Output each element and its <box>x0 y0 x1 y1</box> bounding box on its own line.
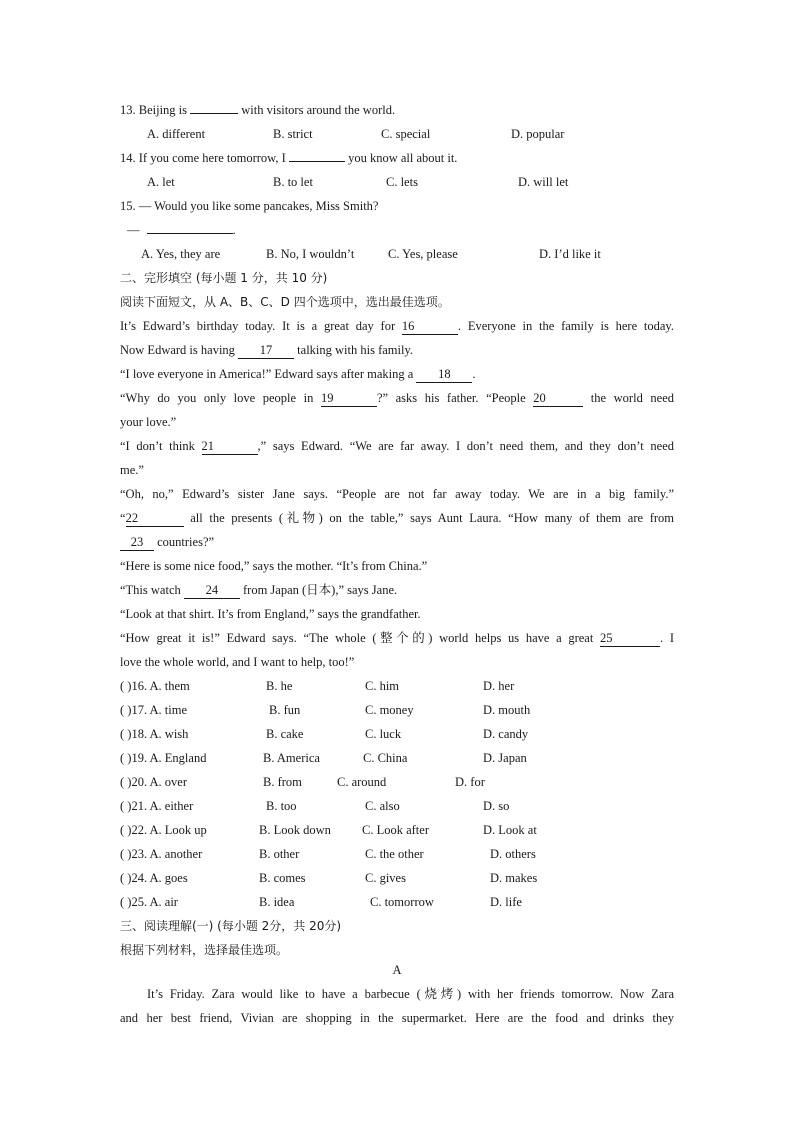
cloze-line-11: “Here is some nice food,” says the mother. “It’s from China.” <box>120 559 428 573</box>
cloze-line-4 <box>120 386 674 410</box>
cloze-question-19[interactable]: ( )19. A. England <box>120 751 207 765</box>
passage-label: A <box>392 963 402 977</box>
cloze-text: . <box>472 367 476 381</box>
cloze-line-14 <box>120 626 674 650</box>
option-13c[interactable]: C. special <box>381 127 431 141</box>
cloze-option-18b[interactable]: B. cake <box>266 727 304 741</box>
question-14-stem-a: 14. If you come here tomorrow, I <box>120 151 289 165</box>
cloze-blank-20[interactable]: 20 <box>533 391 583 407</box>
cloze-question-21[interactable]: ( )21. A. either <box>120 799 194 813</box>
question-15-reply <box>127 218 236 242</box>
cloze-question-17[interactable]: ( )17. A. time <box>120 703 188 717</box>
cloze-option-16d[interactable]: D. her <box>483 679 515 693</box>
cloze-option-25d[interactable]: D. life <box>490 895 522 909</box>
cloze-line-2 <box>120 338 413 362</box>
cloze-option-21d[interactable]: D. so <box>483 799 510 813</box>
cloze-text: “This watch <box>120 583 184 597</box>
cloze-option-24d[interactable]: D. makes <box>490 871 538 885</box>
cloze-line-8: “Oh, no,” Edward’s sister Jane says. “People are not far away today. We are in a big family.” <box>120 487 674 501</box>
cloze-text: all the presents (礼物) on the table,” says Aunt Laura. “How many of them are from <box>183 511 674 525</box>
option-14a[interactable]: A. let <box>147 175 175 189</box>
cloze-option-19c[interactable]: C. China <box>363 751 408 765</box>
answer-blank-13[interactable] <box>190 113 238 114</box>
cloze-text: ,” says Edward. “We are far away. I don’t need them, and they don’t need <box>257 439 674 453</box>
section-2-heading: 二、完形填空 (每小题 1 分，共 10 分) <box>120 271 328 285</box>
option-15d[interactable]: D. I’d like it <box>539 247 601 261</box>
cloze-blank-22[interactable]: 22 <box>126 511 184 527</box>
cloze-option-25b[interactable]: B. idea <box>259 895 295 909</box>
section-2-instruction: 阅读下面短文，从 A、B、C、D 四个选项中，选出最佳选项。 <box>120 295 450 309</box>
option-14d[interactable]: D. will let <box>518 175 569 189</box>
cloze-option-18c[interactable]: C. luck <box>365 727 402 741</box>
cloze-option-23c[interactable]: C. the other <box>365 847 424 861</box>
cloze-text: “ <box>120 511 126 525</box>
cloze-option-22c[interactable]: C. Look after <box>362 823 429 837</box>
cloze-line-5: your love.” <box>120 415 177 429</box>
option-14b[interactable]: B. to let <box>273 175 313 189</box>
passage-line-1: It’s Friday. Zara would like to have a barbecue (烧烤) with her friends tomorrow. Now Zara <box>147 987 674 1001</box>
cloze-question-18[interactable]: ( )18. A. wish <box>120 727 189 741</box>
reply-dash: — <box>127 223 140 237</box>
cloze-option-22b[interactable]: B. Look down <box>259 823 331 837</box>
option-13a[interactable]: A. different <box>147 127 206 141</box>
cloze-option-17b[interactable]: B. fun <box>269 703 301 717</box>
cloze-line-12 <box>120 578 397 602</box>
cloze-text: Now Edward is having <box>120 343 239 357</box>
section-3-heading: 三、阅读理解(一) (每小题 2分，共 20分) <box>120 919 342 933</box>
cloze-option-20d[interactable]: D. for <box>455 775 485 789</box>
cloze-text: talking with his family. <box>294 343 414 357</box>
section-3-instruction: 根据下列材料，选择最佳选项。 <box>120 943 289 957</box>
cloze-blank-19[interactable]: 19 <box>321 391 377 407</box>
cloze-blank-25[interactable]: 25 <box>600 631 660 647</box>
cloze-line-1 <box>120 314 674 338</box>
option-15c[interactable]: C. Yes, please <box>388 247 458 261</box>
cloze-blank-17[interactable]: 17 <box>238 343 294 359</box>
cloze-text: “How great it is!” Edward says. “The whole (整个的) world helps us have a great <box>120 631 601 645</box>
cloze-option-19b[interactable]: B. America <box>263 751 320 765</box>
cloze-line-15: love the whole world, and I want to help, too!” <box>120 655 355 669</box>
cloze-option-25c[interactable]: C. tomorrow <box>370 895 434 909</box>
cloze-text: . Everyone in the family is here today. <box>457 319 674 333</box>
cloze-option-18d[interactable]: D. candy <box>483 727 529 741</box>
question-14-stem-b: you know all about it. <box>344 151 458 165</box>
option-14c[interactable]: C. lets <box>386 175 418 189</box>
cloze-question-16[interactable]: ( )16. A. them <box>120 679 190 693</box>
cloze-option-23d[interactable]: D. others <box>490 847 536 861</box>
question-14 <box>120 146 457 170</box>
cloze-question-22[interactable]: ( )22. A. Look up <box>120 823 207 837</box>
cloze-question-20[interactable]: ( )20. A. over <box>120 775 187 789</box>
cloze-option-16c[interactable]: C. him <box>365 679 400 693</box>
cloze-question-24[interactable]: ( )24. A. goes <box>120 871 188 885</box>
cloze-option-20b[interactable]: B. from <box>263 775 302 789</box>
option-15a[interactable]: A. Yes, they are <box>141 247 221 261</box>
cloze-option-19d[interactable]: D. Japan <box>483 751 527 765</box>
cloze-line-3 <box>120 362 476 386</box>
cloze-text: “I love everyone in America!” Edward says after making a <box>120 367 417 381</box>
cloze-line-10 <box>120 530 214 554</box>
option-15b[interactable]: B. No, I wouldn’t <box>266 247 355 261</box>
cloze-option-24b[interactable]: B. comes <box>259 871 306 885</box>
cloze-option-24c[interactable]: C. gives <box>365 871 406 885</box>
question-13-stem-b: with visitors around the world. <box>238 103 396 117</box>
cloze-blank-21[interactable]: 21 <box>202 439 258 455</box>
cloze-question-23[interactable]: ( )23. A. another <box>120 847 203 861</box>
cloze-line-9 <box>120 506 674 530</box>
cloze-question-25[interactable]: ( )25. A. air <box>120 895 178 909</box>
cloze-option-17d[interactable]: D. mouth <box>483 703 531 717</box>
cloze-option-20c[interactable]: C. around <box>337 775 387 789</box>
cloze-line-13: “Look at that shirt. It’s from England,” says the grandfather. <box>120 607 421 621</box>
cloze-blank-23[interactable]: 23 <box>120 535 154 551</box>
cloze-text: countries?” <box>154 535 215 549</box>
cloze-blank-16[interactable]: 16 <box>402 319 458 335</box>
cloze-blank-18[interactable]: 18 <box>416 367 472 383</box>
cloze-option-16b[interactable]: B. he <box>266 679 293 693</box>
cloze-option-21c[interactable]: C. also <box>365 799 400 813</box>
answer-blank-14[interactable] <box>289 161 345 162</box>
reply-period: . <box>232 223 236 237</box>
question-15: 15. — Would you like some pancakes, Miss Smith? <box>120 199 379 213</box>
cloze-line-7: me.” <box>120 463 144 477</box>
passage-line-2: and her best friend, Vivian are shopping in the supermarket. Here are the food and drinks they <box>120 1011 674 1025</box>
cloze-text: . I <box>660 631 674 645</box>
cloze-text: ?” asks his father. “People <box>376 391 534 405</box>
cloze-option-22d[interactable]: D. Look at <box>483 823 537 837</box>
option-13d[interactable]: D. popular <box>511 127 565 141</box>
cloze-text: “Why do you only love people in <box>120 391 321 405</box>
option-13b[interactable]: B. strict <box>273 127 313 141</box>
cloze-text: the world need <box>583 391 674 405</box>
cloze-option-17c[interactable]: C. money <box>365 703 414 717</box>
cloze-blank-24[interactable]: 24 <box>184 583 240 599</box>
cloze-text: from Japan (日本),” says Jane. <box>239 583 398 597</box>
cloze-option-21b[interactable]: B. too <box>266 799 297 813</box>
cloze-text: “I don’t think <box>120 439 202 453</box>
cloze-option-23b[interactable]: B. other <box>259 847 300 861</box>
question-13-stem-a: 13. Beijing is <box>120 103 191 117</box>
cloze-line-6 <box>120 434 674 458</box>
question-13 <box>120 98 395 122</box>
answer-blank-15[interactable] <box>147 233 233 234</box>
cloze-text: It’s Edward’s birthday today. It is a great day for <box>120 319 402 333</box>
